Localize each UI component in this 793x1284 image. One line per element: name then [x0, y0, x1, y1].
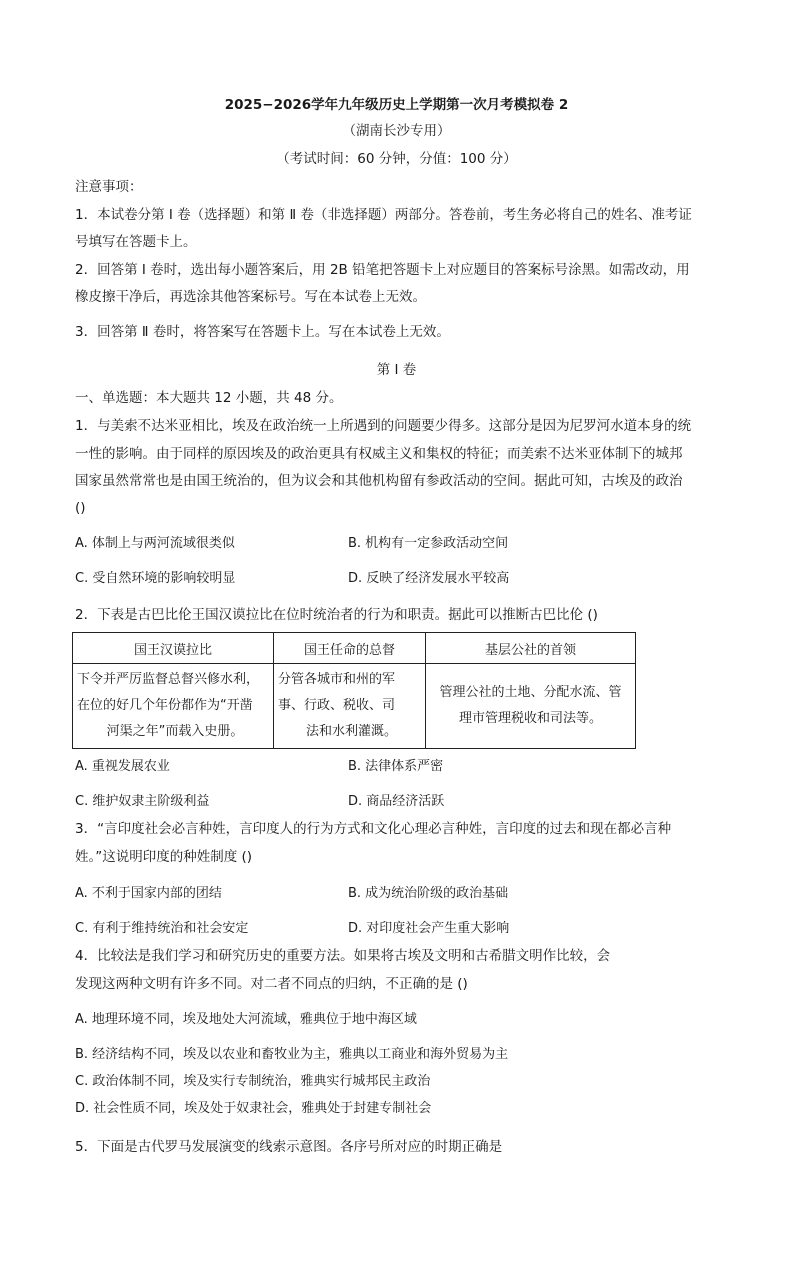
notice-item-2-cont: 橡皮擦干净后，再选涂其他答案标号。写在本试卷上无效。: [75, 289, 426, 305]
notice-heading: 注意事项：: [75, 179, 143, 195]
notice-item-2: 2．回答第 Ⅰ 卷时，选出每小题答案后，用 2B 铅笔把答题卡上对应题目的答案标号涂黑。如需改动，用: [75, 262, 690, 278]
hammurabi-table: [72, 632, 636, 749]
exam-subtitle: （湖南长沙专用）: [342, 123, 451, 139]
q2-option-d: D. 商品经济活跃: [348, 794, 445, 809]
q1-stem-line3: 国家虽然常常也是由国王统治的，但为议会和其他机构留有参政活动的空间。据此可知，古埃及的政治: [75, 473, 683, 489]
q3-stem-line2: 姓。”这说明印度的种姓制度 (): [75, 849, 253, 865]
exam-title: 2025−2026学年九年级历史上学期第一次月考模拟卷 2: [224, 97, 569, 113]
q4-option-b: B. 经济结构不同，埃及以农业和畜牧业为主，雅典以工商业和海外贸易为主: [75, 1047, 509, 1062]
table-cell-line: 河渠之年”而载入史册。: [106, 724, 244, 739]
table-header-governor: 国王任命的总督: [274, 633, 426, 664]
table-cell-line: 下令并严厉监督总督兴修水利，: [77, 672, 260, 687]
table-header-king: 国王汉谟拉比: [73, 633, 274, 664]
q4-option-a: A. 地理环境不同，埃及地处大河流域，雅典位于地中海区域: [75, 1012, 417, 1027]
q3-option-c: C. 有利于维持统治和社会安定: [75, 921, 249, 936]
q3-option-b: B. 成为统治阶级的政治基础: [348, 886, 509, 901]
q1-answer-blank: (): [75, 500, 86, 516]
q2-option-b: B. 法律体系严密: [348, 759, 444, 774]
q4-stem-line2: 发现这两种文明有许多不同。对二者不同点的归纳，不正确的是 (): [75, 976, 468, 992]
table-cell-king: [73, 664, 274, 749]
table-cell-line: 分管各城市和州的军: [278, 672, 396, 687]
q4-option-d: D. 社会性质不同，埃及处于奴隶社会，雅典处于封建专制社会: [75, 1101, 432, 1116]
part-title: 第 Ⅰ 卷: [376, 362, 417, 378]
notice-item-3: 3．回答第 Ⅱ 卷时，将答案写在答题卡上。写在本试卷上无效。: [75, 324, 450, 340]
q3-stem-line1: 3．“言印度社会必言种姓，言印度人的行为方式和文化心理必言种姓，言印度的过去和现在都必言种: [75, 821, 672, 837]
q1-option-a: A. 体制上与两河流域很类似: [75, 536, 235, 551]
q1-stem-line2: 一性的影响。由于同样的原因埃及的政治更具有权威主义和集权的特征；而美索不达米亚体制下的城邦: [75, 446, 683, 462]
q1-stem-line1: 1．与美索不达米亚相比，埃及在政治统一上所遇到的问题要少得多。这部分是因为尼罗河水道本身的统: [75, 418, 692, 434]
q5-stem-line1: 5．下面是古代罗马发展演变的线索示意图。各序号所对应的时期正确是: [75, 1139, 503, 1155]
table-cell-governor: [274, 664, 426, 749]
q1-option-c: C. 受自然环境的影响较明显: [75, 571, 236, 586]
q1-option-b: B. 机构有一定参政活动空间: [348, 536, 509, 551]
section-instructions: 一、单选题：本大题共 12 小题，共 48 分。: [75, 390, 343, 406]
q3-option-a: A. 不利于国家内部的团结: [75, 886, 222, 901]
q4-option-c: C. 政治体制不同，埃及实行专制统治，雅典实行城邦民主政治: [75, 1074, 431, 1089]
table-header-commune-leader: 基层公社的首领: [426, 633, 636, 664]
notice-item-1: 1．本试卷分第 Ⅰ 卷（选择题）和第 Ⅱ 卷（非选择题）两部分。答卷前，考生务必将自己的姓名、准考证: [75, 207, 692, 223]
q4-stem-line1: 4．比较法是我们学习和研究历史的重要方法。如果将古埃及文明和古希腊文明作比较，会: [75, 948, 611, 964]
q2-stem: 2．下表是古巴比伦王国汉谟拉比在位时统治者的行为和职责。据此可以推断古巴比伦 (): [75, 607, 598, 623]
table-cell-line: 管理公社的土地、分配水流、管: [439, 685, 622, 700]
exam-info: （考试时间：60 分钟，分值：100 分）: [276, 151, 517, 167]
table-cell-line: 事、行政、税收、司: [278, 698, 396, 713]
q3-option-d: D. 对印度社会产生重大影响: [348, 921, 510, 936]
q1-option-d: D. 反映了经济发展水平较高: [348, 571, 510, 586]
q2-option-c: C. 维护奴隶主阶级利益: [75, 794, 210, 809]
q2-option-a: A. 重视发展农业: [75, 759, 170, 774]
table-cell-line: 法和水利灌溉。: [305, 724, 397, 739]
table-header-row: [73, 633, 636, 664]
table-cell-line: 理市管理税收和司法等。: [458, 711, 602, 726]
table-row: [73, 664, 636, 749]
notice-item-1-cont: 号填写在答题卡上。: [75, 234, 197, 250]
table-cell-commune-leader: [426, 664, 636, 749]
table-cell-line: 在位的好几个年份都作为“开凿: [77, 698, 253, 713]
